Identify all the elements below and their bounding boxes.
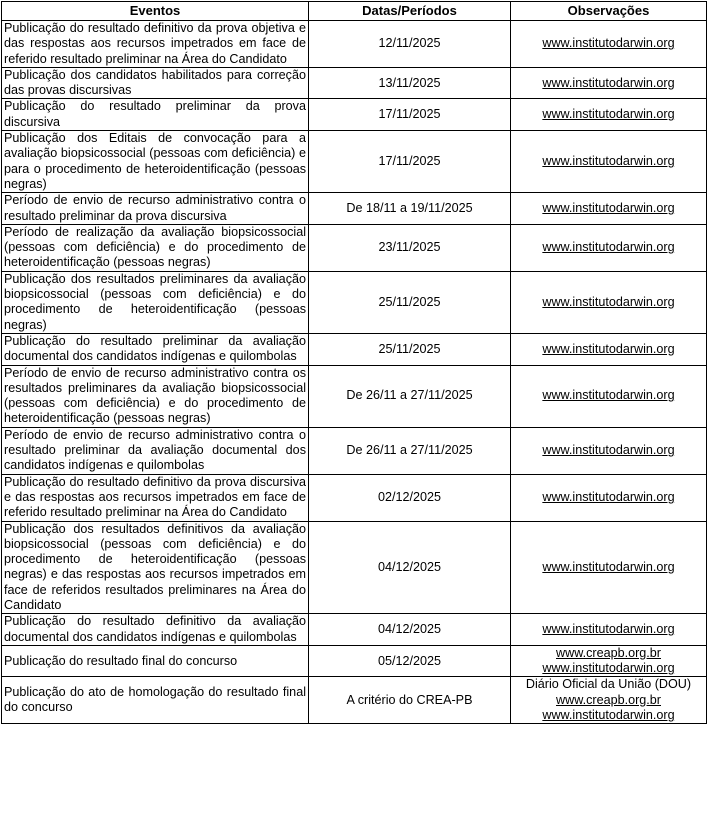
table-body bbox=[2, 21, 707, 724]
date-cell: 23/11/2025 bbox=[309, 224, 511, 271]
website-link[interactable]: www.creapb.org.br bbox=[556, 692, 661, 707]
website-link[interactable]: www.institutodarwin.org bbox=[542, 661, 675, 676]
notes-cell bbox=[511, 224, 707, 271]
notes-cell bbox=[511, 131, 707, 193]
website-link[interactable]: www.institutodarwin.org bbox=[542, 154, 675, 169]
table-row bbox=[2, 645, 707, 677]
table-row bbox=[2, 521, 707, 614]
table-row bbox=[2, 474, 707, 521]
table-row bbox=[2, 99, 707, 131]
date-cell: De 26/11 a 27/11/2025 bbox=[309, 365, 511, 427]
event-cell: Publicação do resultado definitivo da prova objetiva e das respostas aos recursos impetrados em face de referido resultado preliminar na Área do Candidato bbox=[2, 21, 309, 68]
website-link[interactable]: www.institutodarwin.org bbox=[542, 107, 675, 122]
notes-cell bbox=[511, 521, 707, 614]
event-cell: Publicação dos Editais de convocação para a avaliação biopsicossocial (pessoas com deficiência) e para o procedimento de heteroidentificação (pessoas negras) bbox=[2, 131, 309, 193]
date-cell: 04/12/2025 bbox=[309, 521, 511, 614]
header-dates: Datas/Períodos bbox=[309, 2, 511, 21]
table-row bbox=[2, 67, 707, 99]
date-cell: 17/11/2025 bbox=[309, 99, 511, 131]
website-link[interactable]: www.institutodarwin.org bbox=[542, 294, 675, 309]
notes-text: Diário Oficial da União (DOU) bbox=[525, 677, 692, 692]
website-link[interactable]: www.creapb.org.br bbox=[556, 645, 661, 660]
website-link[interactable]: www.institutodarwin.org bbox=[542, 240, 675, 255]
notes-cell bbox=[511, 427, 707, 474]
website-link[interactable]: www.institutodarwin.org bbox=[542, 489, 675, 504]
schedule-table bbox=[1, 1, 707, 724]
notes-cell bbox=[511, 193, 707, 225]
date-cell: 25/11/2025 bbox=[309, 271, 511, 333]
website-link[interactable]: www.institutodarwin.org bbox=[542, 75, 675, 90]
table-row bbox=[2, 193, 707, 225]
date-cell: 02/12/2025 bbox=[309, 474, 511, 521]
notes-cell bbox=[511, 614, 707, 646]
event-cell: Publicação do resultado definitivo da prova discursiva e das respostas aos recursos impetrados em face de referido resultado preliminar na Área do Candidato bbox=[2, 474, 309, 521]
event-cell: Período de envio de recurso administrativo contra o resultado preliminar da prova discursiva bbox=[2, 193, 309, 225]
website-link[interactable]: www.institutodarwin.org bbox=[542, 388, 675, 403]
event-cell: Publicação do resultado preliminar da prova discursiva bbox=[2, 99, 309, 131]
notes-cell bbox=[511, 21, 707, 68]
table-row bbox=[2, 131, 707, 193]
notes-cell bbox=[511, 474, 707, 521]
website-link[interactable]: www.institutodarwin.org bbox=[542, 443, 675, 458]
notes-cell bbox=[511, 645, 707, 677]
date-cell: A critério do CREA-PB bbox=[309, 677, 511, 724]
notes-cell bbox=[511, 365, 707, 427]
notes-cell bbox=[511, 333, 707, 365]
table-row bbox=[2, 427, 707, 474]
event-cell: Publicação do resultado definitivo da avaliação documental dos candidatos indígenas e quilombolas bbox=[2, 614, 309, 646]
table-row bbox=[2, 614, 707, 646]
header-notes: Observações bbox=[511, 2, 707, 21]
event-cell: Publicação do resultado preliminar da avaliação documental dos candidatos indígenas e quilombolas bbox=[2, 333, 309, 365]
event-cell: Período de envio de recurso administrativo contra os resultados preliminares da avaliação biopsicossocial (pessoas com deficiência) e do procedimento de heteroidentificação (pessoas negras) bbox=[2, 365, 309, 427]
event-cell: Publicação dos candidatos habilitados para correção das provas discursivas bbox=[2, 67, 309, 99]
website-link[interactable]: www.institutodarwin.org bbox=[542, 200, 675, 215]
table-row bbox=[2, 365, 707, 427]
website-link[interactable]: www.institutodarwin.org bbox=[542, 341, 675, 356]
website-link[interactable]: www.institutodarwin.org bbox=[542, 559, 675, 574]
website-link[interactable]: www.institutodarwin.org bbox=[542, 708, 675, 723]
table-row bbox=[2, 333, 707, 365]
date-cell: De 18/11 a 19/11/2025 bbox=[309, 193, 511, 225]
date-cell: 13/11/2025 bbox=[309, 67, 511, 99]
date-cell: 17/11/2025 bbox=[309, 131, 511, 193]
website-link[interactable]: www.institutodarwin.org bbox=[542, 621, 675, 636]
date-cell: 12/11/2025 bbox=[309, 21, 511, 68]
date-cell: 04/12/2025 bbox=[309, 614, 511, 646]
notes-cell bbox=[511, 271, 707, 333]
website-link[interactable]: www.institutodarwin.org bbox=[542, 36, 675, 51]
event-cell: Publicação dos resultados preliminares da avaliação biopsicossocial (pessoas com deficiência) e do procedimento de heteroidentificação (pessoas negras) bbox=[2, 271, 309, 333]
date-cell: De 26/11 a 27/11/2025 bbox=[309, 427, 511, 474]
event-cell: Período de realização da avaliação biopsicossocial (pessoas com deficiência) e do procedimento de heteroidentificação (pessoas negras) bbox=[2, 224, 309, 271]
table-row bbox=[2, 271, 707, 333]
date-cell: 25/11/2025 bbox=[309, 333, 511, 365]
table-row bbox=[2, 224, 707, 271]
notes-cell bbox=[511, 99, 707, 131]
event-cell: Publicação do ato de homologação do resultado final do concurso bbox=[2, 677, 309, 724]
event-cell: Publicação do resultado final do concurso bbox=[2, 645, 309, 677]
event-cell: Publicação dos resultados definitivos da avaliação biopsicossocial (pessoas com deficiência) e do procedimento de heteroidentificação (pessoas negras) e das respostas aos recursos impetrados em face de referidos resultados preliminares na Área do Candidato bbox=[2, 521, 309, 614]
notes-cell bbox=[511, 67, 707, 99]
table-row bbox=[2, 21, 707, 68]
date-cell: 05/12/2025 bbox=[309, 645, 511, 677]
event-cell: Período de envio de recurso administrativo contra o resultado preliminar da avaliação documental dos candidatos indígenas e quilombolas bbox=[2, 427, 309, 474]
notes-cell bbox=[511, 677, 707, 724]
table-row bbox=[2, 677, 707, 724]
header-events: Eventos bbox=[2, 2, 309, 21]
table-header-row bbox=[2, 2, 707, 21]
